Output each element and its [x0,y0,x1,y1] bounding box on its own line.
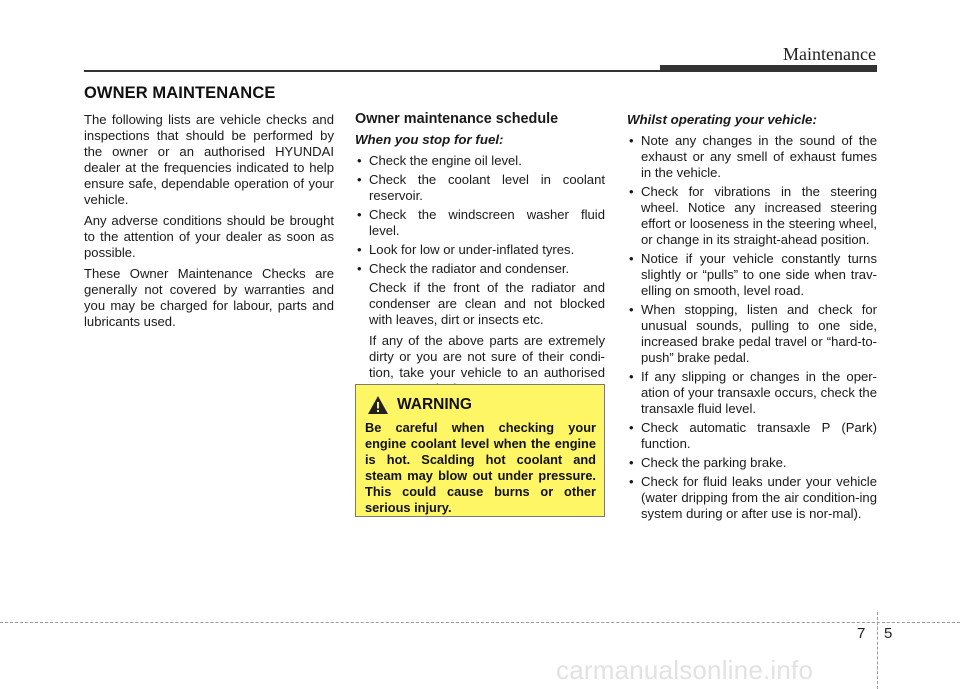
list-item: • Check the windscreen washer fluid level. [357,207,605,238]
warning-box [355,384,605,517]
list-item: • Check the parking brake. [629,455,787,470]
list-item: • Check for fluid leaks under your vehicle (water dripping from the air condition-ing system during or after use is nor-mal). [629,474,877,521]
section-header-label: Maintenance [783,44,876,64]
intro-paragraph-2: Any adverse conditions should be brought to the attention of your dealer as soon as possible. [84,213,334,260]
list-item: • Check automatic transaxle P (Park) function. [629,420,877,451]
list-item: • If any slipping or changes in the oper-ation of your transaxle occurs, check the transaxle fluid level. [629,369,877,416]
footer-dashed-rule [0,622,960,623]
list-item: • Notice if your vehicle constantly turns slightly or “pulls” to one side when trav-elling on smooth, level road. [629,251,877,298]
page-title: OWNER MAINTENANCE [84,84,276,102]
list-item: • Check for vibrations in the steering wheel. Notice any increased steering effort or looseness in the steering wheel, or change in its straight-ahead position. [629,184,877,247]
schedule-heading: Owner maintenance schedule [355,111,559,127]
footer-vertical-dashed-rule [877,612,878,689]
header-rule-thick [660,65,877,72]
fuel-stop-list [355,153,605,277]
schedule-column [355,111,605,402]
chapter-number: 7 [857,625,866,642]
intro-paragraph-1: The following lists are vehicle checks and inspections that should be performed by the owner or an authorised HYUNDAI dealer at the frequencies indicated to help ensure safe, dependable operation of your vehicle. [84,112,334,207]
operating-column [627,112,877,525]
intro-column [84,112,334,335]
list-item: • Check the radiator and condenser. [357,261,570,276]
page-number: 5 [884,625,893,642]
warning-triangle-icon [367,395,389,415]
warning-title: WARNING [397,396,472,413]
list-item: • Check the engine oil level. [357,153,522,168]
list-item: • When stopping, listen and check for unusual sounds, pulling to one side, increased brake pedal travel or “hard-to-push” brake pedal. [629,302,877,365]
operating-list [627,133,877,522]
intro-paragraph-3: These Owner Maintenance Checks are generally not covered by warranties and you may be charged for labour, parts and lubricants used. [84,266,334,329]
warning-text: Be careful when checking your engine coolant level when the engine is hot. Scalding hot coolant and steam may blow out under pressure. This could cause burns or other serious injury. [365,420,596,515]
header-rule-thin [84,70,660,72]
radiator-note-1: Check if the front of the radiator and condenser are clean and not blocked with leaves, dirt or insects etc. [369,280,605,327]
list-item: • Note any changes in the sound of the exhaust or any smell of exhaust fumes in the vehicle. [629,133,877,180]
operating-subheading: Whilst operating your vehicle: [627,112,817,127]
warning-header [365,395,596,415]
fuel-stop-subheading: When you stop for fuel: [355,132,504,147]
list-item: • Check the coolant level in coolant reservoir. [357,172,605,203]
radiator-note-2: If any of the above parts are extremely dirty or you are not sure of their condi-tion, take your vehicle to an authorised [369,333,605,380]
list-item: • Look for low or under-inflated tyres. [357,242,575,257]
watermark: carmanualsonline.info [556,655,814,685]
